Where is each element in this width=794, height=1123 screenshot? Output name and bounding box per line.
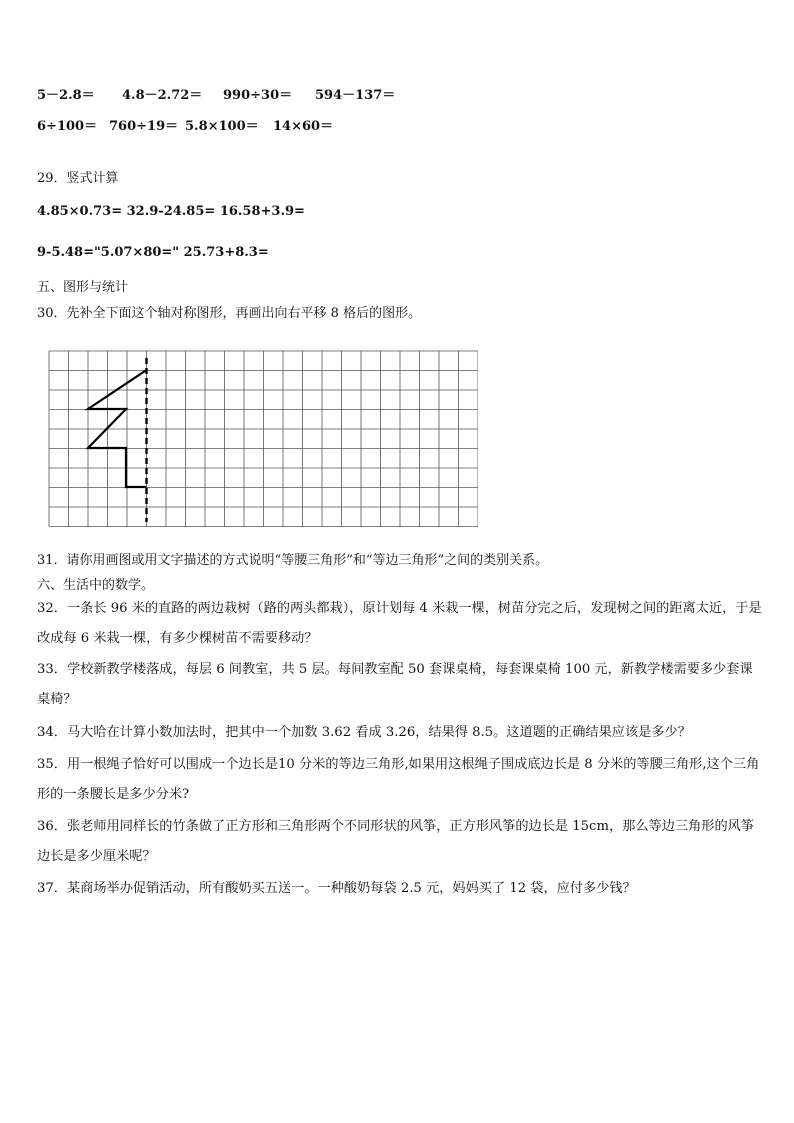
- q36-text: 36．张老师用同样长的竹条做了正方形和三角形两个不同形状的风筝，正方形风筝的边长是 15cm，那么等边三角形的风筝边长是多少厘米呢？: [37, 819, 755, 864]
- q37-text: 37．某商场举办促销活动，所有酸奶买五送一。一种酸奶每袋 2.5 元，妈妈买了 12 袋，应付多少钱？: [37, 881, 636, 896]
- q30-text: 30．先补全下面这个轴对称图形，再画出向右平移 8 格后的图形。: [37, 306, 422, 321]
- q30-grid-figure: [48, 350, 478, 532]
- q34-text: 34．马大哈在计算小数加法时，把其中一个加数 3.62 看成 3.26，结果得 8.5。这道题的正确结果应该是多少？: [37, 725, 691, 740]
- calc-item: 5.8×100＝: [185, 119, 259, 134]
- grid-svg: [48, 350, 478, 528]
- calc-item: 990÷30＝: [223, 88, 293, 103]
- grid-lines: [49, 351, 478, 527]
- half-shape: [88, 370, 147, 487]
- calc-item: 5－2.8＝: [37, 88, 95, 103]
- q35-text: 35．用一根绳子恰好可以围成一个边长是10 分米的等边三角形,如果用这根绳子围成底边长是 8 分米的等腰三角形,这个三角形的一条腰长是多少分米?: [37, 757, 760, 802]
- q33-text: 33．学校新教学楼落成，每层 6 间教室，共 5 层。每间教室配 50 套课桌椅，每套课桌椅 100 元，新教学楼需要多少套课桌椅？: [37, 662, 753, 707]
- q32-text: 32．一条长 96 米的直路的两边栽树（路的两头都栽），原计划每 4 米栽一棵，树苗分完之后，发现树之间的距离太近，于是改成每 6 米栽一棵，有多少棵树苗不需要移动？: [37, 601, 762, 646]
- q29-title: 29．竖式计算: [37, 171, 119, 186]
- section-5-heading: 五、图形与统计: [37, 280, 129, 295]
- section-6-heading: 六、生活中的数学。: [37, 578, 155, 593]
- calc-item: 14×60＝: [273, 119, 334, 134]
- calc-item: 4.8－2.72＝: [122, 88, 203, 103]
- calc-item: 594－137＝: [315, 88, 396, 103]
- q29-line-1: 4.85×0.73= 32.9-24.85= 16.58+3.9=: [37, 204, 305, 219]
- calc-item: 760÷19＝: [109, 119, 179, 134]
- q29-line-2: 9-5.48="5.07×80=" 25.73+8.3=: [37, 245, 269, 260]
- calc-item: 6÷100＝: [37, 119, 98, 134]
- q31-text: 31．请你用画图或用文字描述的方式说明“等腰三角形”和“等边三角形”之间的类别关系。: [37, 553, 549, 568]
